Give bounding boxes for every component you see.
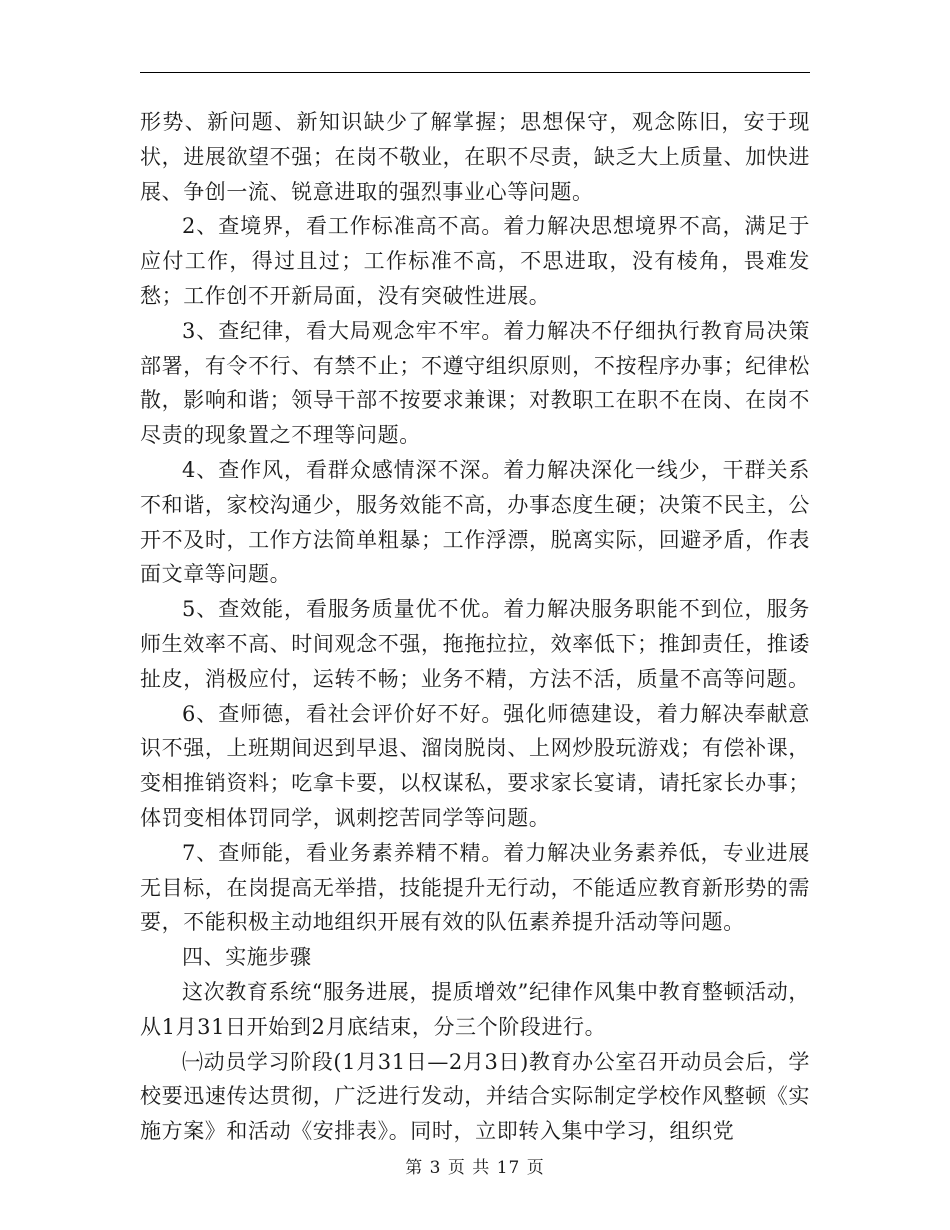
paragraph-item-3: 3、查纪律，看大局观念牢不牢。着力解决不仔细执行教育局决策部署，有令不行、有禁不止；不遵守组织原则，不按程序办事；纪律松散，影响和谐；领导干部不按要求兼课；对教职工在职不在岗、在岗不尽责的现象置之不理等问题。	[140, 318, 810, 448]
paragraph-item-4: 4、查作风，看群众感情深不深。着力解决深化一线少，干群关系不和谐，家校沟通少，服务效能不高，办事态度生硬；决策不民主，公开不及时，工作方法简单粗暴；工作浮漂，脱离实际，回避矛盾，作表面文章等问题。	[140, 457, 810, 587]
section-heading: 四、实施步骤	[182, 945, 312, 970]
page-number-footer: 第 3 页 共 17 页	[405, 1158, 545, 1178]
paragraph-item-5: 5、查效能，看服务质量优不优。着力解决服务职能不到位，服务师生效率不高、时间观念不强，拖拖拉拉，效率低下；推卸责任，推诿扯皮，消极应付，运转不畅；业务不精，方法不活，质量不高等问题。	[140, 597, 810, 691]
paragraph-phase-1: ㈠动员学习阶段(1月31日—2月3日)教育办公室召开动员会后，学校要迅速传达贯彻，广泛进行发动，并结合实际制定学校作风整顿《实施方案》和活动《安排表》。同时，立即转入集中学习，组织党	[140, 1049, 810, 1144]
paragraph-schedule: 这次教育系统“服务进展，提质增效”纪律作风集中教育整顿活动，从1月31日开始到2月底结束，分三个阶段进行。	[140, 979, 810, 1039]
header-rule	[140, 72, 810, 73]
paragraph-continuation: 形势、新问题、新知识缺少了解掌握；思想保守，观念陈旧，安于现状，进展欲望不强；在岗不敬业，在职不尽责，缺乏大上质量、加快进展、争创一流、锐意进取的强烈事业心等问题。	[140, 110, 810, 204]
paragraph-item-7: 7、查师能，看业务素养精不精。着力解决业务素养低，专业进展无目标，在岗提高无举措，技能提升无行动，不能适应教育新形势的需要，不能积极主动地组织开展有效的队伍素养提升活动等问题。	[140, 840, 810, 935]
paragraph-item-2: 2、查境界，看工作标准高不高。着力解决思想境界不高，满足于应付工作，得过且过；工作标准不高，不思进取，没有棱角，畏难发愁；工作创不开新局面，没有突破性进展。	[140, 214, 810, 308]
paragraph-item-6: 6、查师德，看社会评价好不好。强化师德建设，着力解决奉献意识不强，上班期间迟到早退、溜岗脱岗、上网炒股玩游戏；有偿补课，变相推销资料；吃拿卡要，以权谋私，要求家长宴请，请托家长办事；体罚变相体罚同学，讽刺挖苦同学等问题。	[140, 701, 810, 830]
document-body	[140, 105, 810, 1149]
